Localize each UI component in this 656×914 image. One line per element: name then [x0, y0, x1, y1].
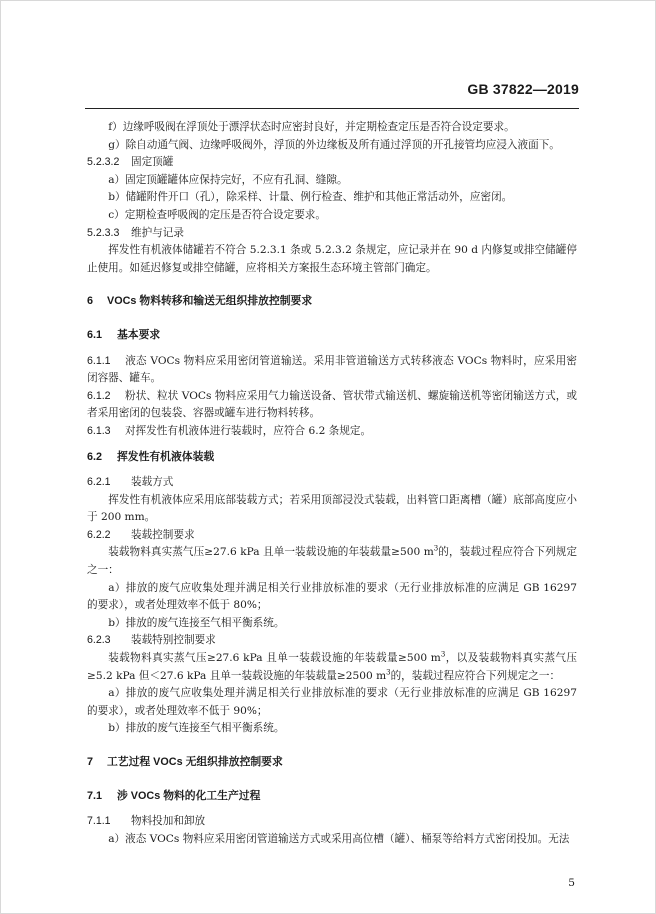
standard-number: GB 37822—2019 — [467, 81, 579, 97]
clause-number: 6.2.1 — [87, 476, 111, 489]
page-content — [87, 119, 577, 848]
clause-title: 固定顶罐 — [131, 156, 174, 169]
clause-heading — [87, 813, 577, 831]
superscript: 3 — [440, 650, 446, 659]
section-title: 涉 VOCs 物料的化工生产过程 — [117, 789, 261, 802]
list-item: c）定期检查呼吸阀的定压是否符合设定要求。 — [108, 208, 326, 221]
clause-number: 6.1.1 — [87, 354, 111, 367]
clause-number: 6.1.3 — [87, 424, 111, 437]
list-item: b）排放的废气连接至气相平衡系统。 — [108, 616, 285, 629]
clause-number: 6.2.3 — [87, 634, 111, 647]
list-item: a）液态 VOCs 物料应采用密闭管道输送方式或采用高位槽（罐）、桶泵等给料方式密闭投加。无法 — [108, 832, 570, 845]
list-item: b）储罐附件开口（孔），除采样、计量、例行检查、维护和其他正常活动外，应密闭。 — [108, 191, 513, 204]
text-run: ，以及装载物料真实蒸气压≥5.2 kPa 但＜27.6 kPa 且单一装载设施的年装载量≥2500 m — [87, 652, 578, 682]
text-run: 装载物料真实蒸气压≥27.6 kPa 且单一装载设施的年装载量≥500 m — [108, 546, 434, 559]
chapter-title: 工艺过程 VOCs 无组织排放控制要求 — [107, 756, 283, 768]
clause — [87, 388, 577, 423]
clause-text: 液态 VOCs 物料应采用密闭管道输送。采用非管道输送方式转移液态 VOCs 物料时，应采用密闭容器、罐车。 — [87, 354, 577, 385]
chapter-heading — [87, 293, 577, 311]
superscript: 3 — [433, 544, 439, 553]
clause-heading — [87, 632, 577, 650]
chapter-title: VOCs 物料转移和输送无组织排放控制要求 — [107, 295, 313, 308]
section-title: 基本要求 — [117, 328, 161, 341]
superscript: 3 — [386, 668, 391, 677]
header-rule — [85, 108, 579, 109]
clause-number: 5.2.3.2 — [87, 156, 120, 169]
clause-number: 6.1.2 — [87, 389, 111, 402]
clause-text: 粉状、粒状 VOCs 物料应采用气力输送设备、管状带式输送机、螺旋输送机等密闭输送方式，或者采用密闭的包装袋、容器或罐车进行物料转移。 — [87, 389, 577, 420]
clause-heading — [87, 225, 577, 243]
clause-title: 维护与记录 — [131, 226, 184, 239]
paragraph: 挥发性有机液体储罐若不符合 5.2.3.1 条或 5.2.3.2 条规定，应记录并在 90 d 内修复或排空储罐停止使用。如延迟修复或排空储罐，应将相关方案报生态环境主管部门确定。 — [87, 244, 577, 274]
section-title: 挥发性有机液体装载 — [117, 450, 215, 463]
section-number: 6.1 — [87, 328, 103, 341]
section-heading — [87, 327, 577, 345]
page-number: 5 — [568, 877, 575, 889]
list-item: b）排放的废气连接至气相平衡系统。 — [108, 722, 285, 735]
clause-heading — [87, 154, 577, 172]
paragraph: 挥发性有机液体应采用底部装载方式；若采用顶部浸没式装载，出料管口距离槽（罐）底部高度应小于 200 mm。 — [87, 493, 577, 524]
clause — [87, 353, 577, 388]
clause — [87, 423, 577, 441]
chapter-number: 7 — [87, 756, 94, 768]
list-item: a）固定顶罐罐体应保持完好，不应有孔洞、缝隙。 — [108, 173, 348, 186]
section-heading — [87, 788, 577, 806]
clause-number: 6.2.2 — [87, 528, 111, 541]
text-run: 的，装载过程应符合下列规定之一： — [390, 669, 561, 682]
clause-title: 装载特别控制要求 — [131, 634, 216, 647]
clause-number: 5.2.3.3 — [87, 226, 120, 239]
section-number: 7.1 — [87, 789, 103, 802]
section-heading — [87, 449, 577, 467]
list-item: a）排放的废气应收集处理并满足相关行业排放标准的要求（无行业排放标准的应满足 GB 16297 的要求），或者处理效率不低于 80%； — [87, 581, 577, 612]
section-number: 6.2 — [87, 450, 103, 463]
clause-title: 物料投加和卸放 — [131, 815, 206, 828]
list-item: g）除自动通气阀、边缘呼吸阀外，浮顶的外边缘板及所有通过浮顶的开孔接管均应浸入液面下。 — [108, 138, 560, 151]
clause-title: 装载控制要求 — [131, 528, 195, 541]
clause-heading — [87, 527, 577, 545]
clause-title: 装载方式 — [131, 476, 174, 489]
chapter-number: 6 — [87, 295, 94, 308]
paragraph — [87, 544, 577, 579]
list-item: a）排放的废气应收集处理并满足相关行业排放标准的要求（无行业排放标准的应满足 GB 16297 的要求），或者处理效率不低于 90%； — [87, 687, 577, 717]
chapter-heading — [87, 754, 577, 772]
clause-number: 7.1.1 — [87, 815, 111, 828]
list-item: f）边缘呼吸阀在浮顶处于漂浮状态时应密封良好，并定期检查定压是否符合设定要求。 — [108, 121, 515, 133]
text-run: 的，装载过程应符合下列规定之一： — [87, 546, 578, 577]
clause-heading — [87, 474, 577, 492]
paragraph — [87, 650, 577, 685]
text-run: 装载物料真实蒸气压≥27.6 kPa 且单一装载设施的年装载量≥500 m — [108, 652, 441, 665]
clause-text: 对挥发性有机液体进行装载时，应符合 6.2 条规定。 — [125, 424, 372, 437]
